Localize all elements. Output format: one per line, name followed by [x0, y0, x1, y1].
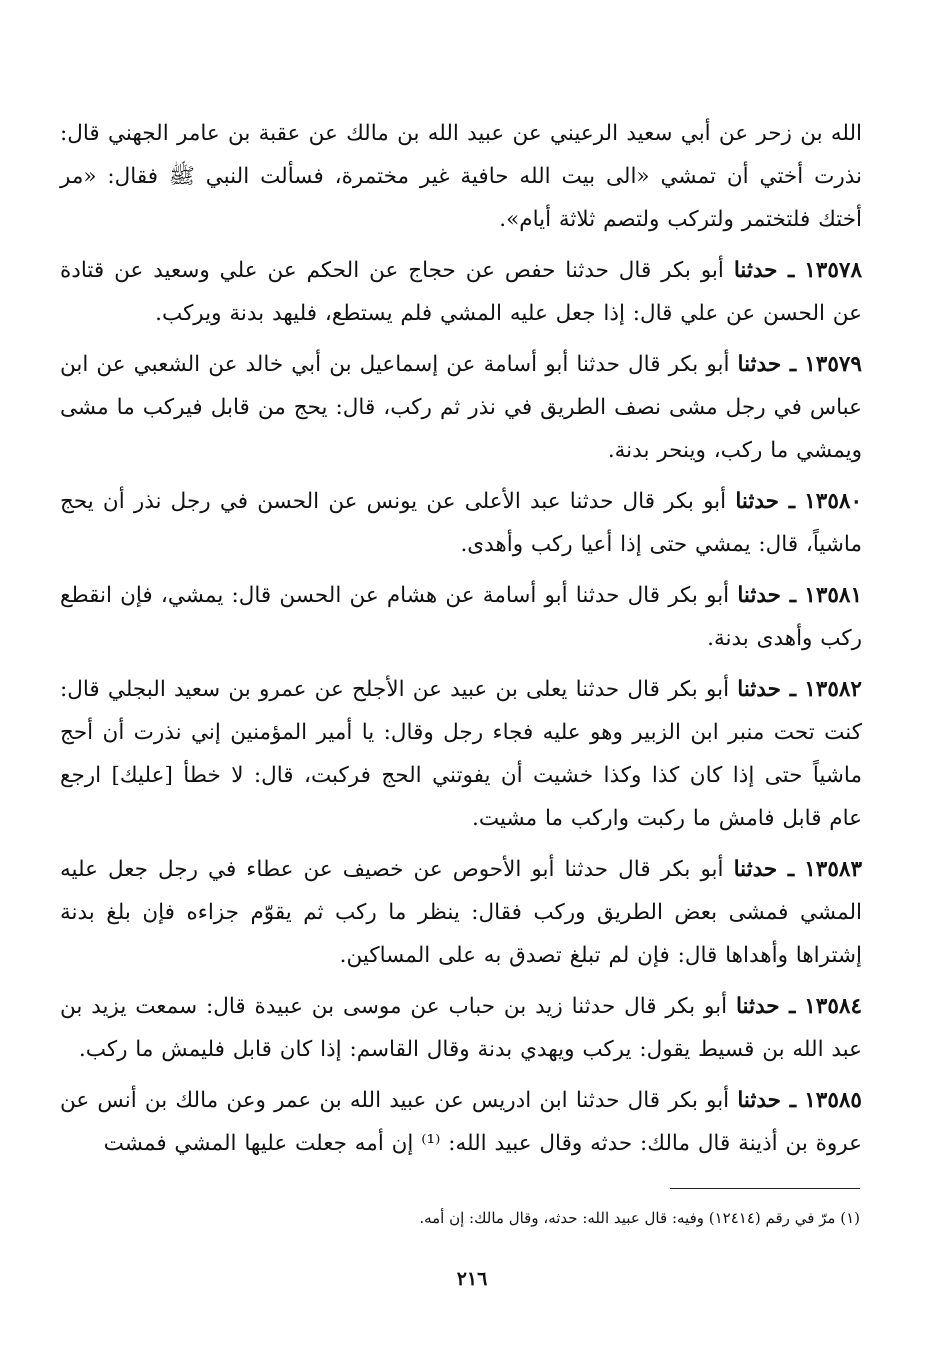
hadith-number: ١٣٥٧٩ — [804, 352, 862, 377]
hadith-number: ١٣٥٨٢ — [804, 677, 862, 702]
hadith-lead: ـ حدثنا — [737, 583, 797, 608]
paragraph-text: أبو بكر قال حدثنا عبد الأعلى عن يونس عن الحسن في رجل نذر أن يحج ماشياً، قال: يمشي حتى إذا أعيا ركب وأهدى. — [60, 489, 862, 557]
hadith-13585 — [60, 1079, 862, 1165]
hadith-number: ١٣٥٨٥ — [804, 1088, 862, 1113]
hadith-number: ١٣٥٨٤ — [804, 994, 862, 1019]
main-text — [60, 112, 862, 1173]
footnote-text: (١) مرّ في رقم (١٢٤١٤) وفيه: قال عبيد الله: حدثه، وقال مالك: إن أمه. — [419, 1209, 860, 1227]
hadith-lead: ـ حدثنا — [737, 1088, 797, 1113]
hadith-lead: ـ حدثنا — [735, 489, 796, 514]
hadith-13584 — [60, 985, 862, 1071]
hadith-lead: ـ حدثنا — [737, 352, 797, 377]
footnote-divider — [670, 1188, 860, 1189]
hadith-13578 — [60, 249, 862, 335]
hadith-lead: ـ حدثنا — [733, 258, 795, 283]
paragraph-continuation — [60, 112, 862, 241]
paragraph-text: أبو بكر قال حدثنا حفص عن حجاج عن الحكم عن علي وسعيد عن قتادة عن الحسن عن علي قال: إذا جعل عليه المشي فلم يستطع، فليهد بدنة ويركب. — [60, 258, 862, 326]
paragraph-text: أبو بكر قال حدثنا زيد بن حباب عن موسى بن عبيدة قال: سمعت يزيد بن عبد الله بن قسيط يقول: يركب ويهدي بدنة وقال القاسم: إذا كان قابل فليمش ما ركب. — [60, 994, 862, 1062]
hadith-13580 — [60, 480, 862, 566]
hadith-lead: ـ حدثنا — [733, 857, 795, 882]
footnote — [80, 1204, 860, 1232]
hadith-lead: ـ حدثنا — [737, 677, 797, 702]
paragraph-text: أبو بكر قال حدثنا أبو الأحوص عن خصيف عن عطاء في رجل جعل عليه المشي فمشى بعض الطريق وركب فقال: ينظر ما ركب ثم يقوّم جزاءه فإن بلغ بدنة إشتراها وأهداها قال: فإن لم تبلغ تصدق به على المساكين. — [60, 857, 862, 968]
hadith-number: ١٣٥٨١ — [804, 583, 863, 608]
paragraph-text: الله بن زحر عن أبي سعيد الرعيني عن عبيد الله بن مالك عن عقبة بن عامر الجهني قال: نذرت أختي أن تمشي «الى بيت الله حافية غير مختمرة، فسألت النبي ﷺ فقال: «مر أختك فلتختمر ولتركب ولتصم ثلاثة أيام». — [60, 121, 862, 232]
paragraph-text: أبو بكر قال حدثنا ابن ادريس عن عبيد الله بن عمر وعن مالك بن أنس عن عروة بن أذينة قال مالك: حدثه وقال عبيد الله: ⁽¹⁾ إن أمه جعلت عليها المشي فمشت — [60, 1088, 862, 1156]
hadith-13583 — [60, 848, 862, 977]
page-number: ٢١٦ — [456, 1268, 488, 1290]
hadith-number: ١٣٥٧٨ — [804, 258, 862, 283]
hadith-number: ١٣٥٨٣ — [804, 857, 862, 882]
hadith-13581 — [60, 574, 862, 660]
paragraph-text: أبو بكر قال حدثنا أبو أسامة عن هشام عن الحسن قال: يمشي، فإن انقطع ركب وأهدى بدنة. — [60, 583, 862, 651]
hadith-lead: ـ حدثنا — [735, 994, 796, 1019]
paragraph-text: أبو بكر قال حدثنا أبو أسامة عن إسماعيل بن أبي خالد عن الشعبي عن ابن عباس في رجل مشى نصف الطريق في نذر ثم ركب، قال: يحج من قابل فيركب ما مشى ويمشي ما ركب، وينحر بدنة. — [60, 352, 862, 463]
paragraph-text: أبو بكر قال حدثنا يعلى بن عبيد عن الأجلح عن عمرو بن سعيد البجلي قال: كنت تحت منبر ابن الزبير وهو عليه فجاء رجل وقال: يا أمير المؤمنين إني نذرت أن أحج ماشياً حتى إذا كان كذا وكذا خشيت أن يفوتني الحج فركبت، قال: لا خطأ [عليك] ارجع عام قابل فامش ما ركبت واركب ما مشيت. — [60, 677, 862, 831]
hadith-number: ١٣٥٨٠ — [804, 489, 862, 514]
hadith-13579 — [60, 343, 862, 472]
hadith-13582 — [60, 668, 862, 840]
